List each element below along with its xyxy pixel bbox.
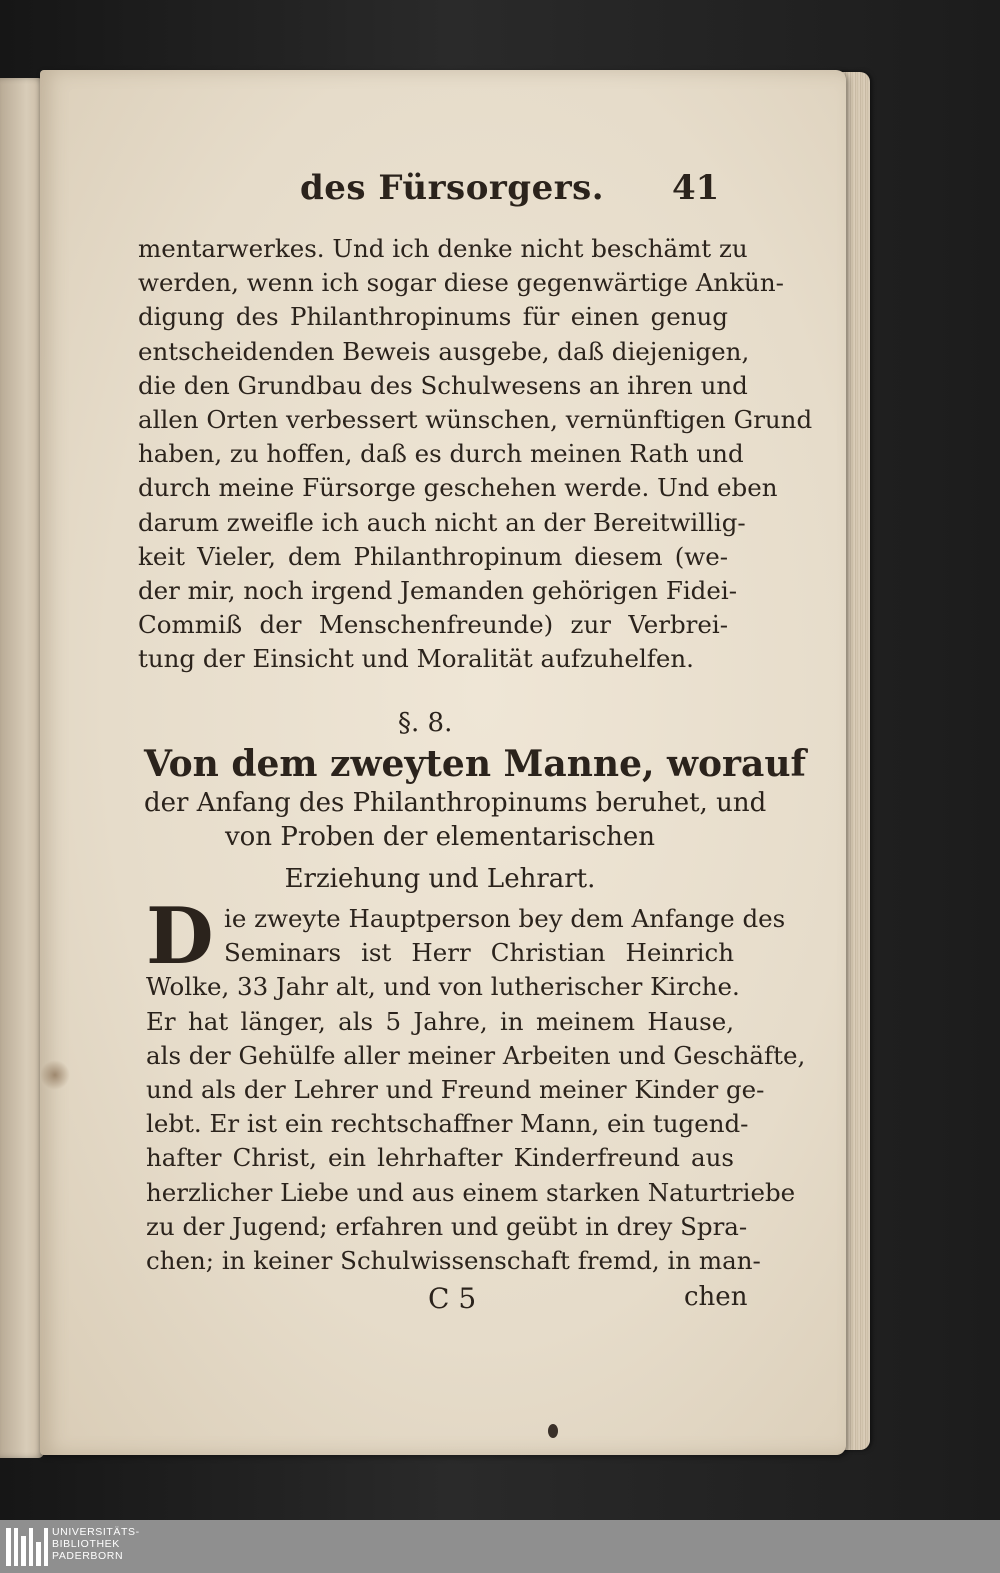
library-logo-text (52, 1526, 140, 1562)
paragraph-1 (138, 232, 813, 676)
logo-line: BIBLIOTHEK (52, 1538, 120, 1550)
catchword: chen (684, 1282, 748, 1312)
text-line: der mir, noch irgend Jemanden gehörigen Fidei- (138, 575, 737, 605)
text-line: mentarwerkes. Und ich denke nicht beschämt zu (138, 234, 748, 263)
section-subheading: Erziehung und Lehrart. (284, 864, 596, 894)
library-logo-icon (6, 1528, 48, 1566)
text-line: herzlicher Liebe und aus einem starken Naturtriebe (146, 1177, 796, 1207)
facing-page-edge (0, 78, 44, 1458)
ink-spot (548, 1424, 558, 1438)
text-line: ie zweyte Hauptperson bey dem Anfange des (224, 904, 786, 933)
text-line: Wolke, 33 Jahr alt, und von lutherischer Kirche. (146, 972, 740, 1002)
logo-line: PADERBORN (52, 1550, 124, 1562)
paper-stain (40, 1060, 70, 1090)
text-line: Seminars ist Herr Christian Heinrich (224, 938, 734, 968)
text-line: Er hat länger, als 5 Jahre, in meinem Hause, (146, 1006, 734, 1036)
text-line: lebt. Er ist ein rechtschaffner Mann, ein tugend- (146, 1109, 749, 1139)
library-footer (0, 1520, 1000, 1573)
drop-cap: D (146, 891, 214, 982)
running-title: des Fürsorgers. (300, 168, 605, 208)
text-line: chen; in keiner Schulwissenschaft fremd, in man- (146, 1245, 761, 1275)
text-line: durch meine Fürsorge geschehen werde. Und eben (138, 473, 778, 503)
text-line: darum zweifle ich auch nicht an der Bereitwillig- (138, 507, 746, 537)
text-line: die den Grundbau des Schulwesens an ihren und (138, 370, 748, 400)
section-subheading: der Anfang des Philanthropinums beruhet, und (144, 788, 767, 818)
logo-line: UNIVERSITÄTS- (52, 1526, 140, 1538)
text-line: werden, wenn ich sogar diese gegenwärtige Ankün- (138, 268, 784, 298)
text-line: und als der Lehrer und Freund meiner Kinder ge- (146, 1074, 765, 1104)
section-heading: Von dem zweyten Manne, worauf (144, 743, 806, 785)
signature-mark: C 5 (428, 1282, 477, 1315)
page-number: 41 (672, 168, 720, 208)
text-line: tung der Einsicht und Moralität aufzuhelfen. (138, 644, 694, 674)
page-header (0, 166, 1000, 216)
text-line: hafter Christ, ein lehrhafter Kinderfreund aus (146, 1143, 734, 1173)
text-line: haben, zu hoffen, daß es durch meinen Rath und (138, 439, 744, 469)
paragraph-2 (146, 902, 806, 1278)
text-line: Commiß der Menschenfreunde) zur Verbrei- (138, 610, 728, 640)
text-line: digung des Philanthropinums für einen genug (138, 302, 728, 332)
text-line: zu der Jugend; erfahren und geübt in drey Spra- (146, 1211, 748, 1241)
text-line: entscheidenden Beweis ausgebe, daß diejenigen, (138, 336, 750, 366)
text-line: keit Vieler, dem Philanthropinum diesem (we- (138, 541, 728, 571)
text-line: allen Orten verbessert wünschen, vernünftigen Grund (138, 404, 813, 434)
section-subheading: von Proben der elementarischen (224, 822, 656, 852)
text-line: als der Gehülfe aller meiner Arbeiten und Geschäfte, (146, 1040, 806, 1070)
section-number: §. 8. (398, 708, 453, 738)
